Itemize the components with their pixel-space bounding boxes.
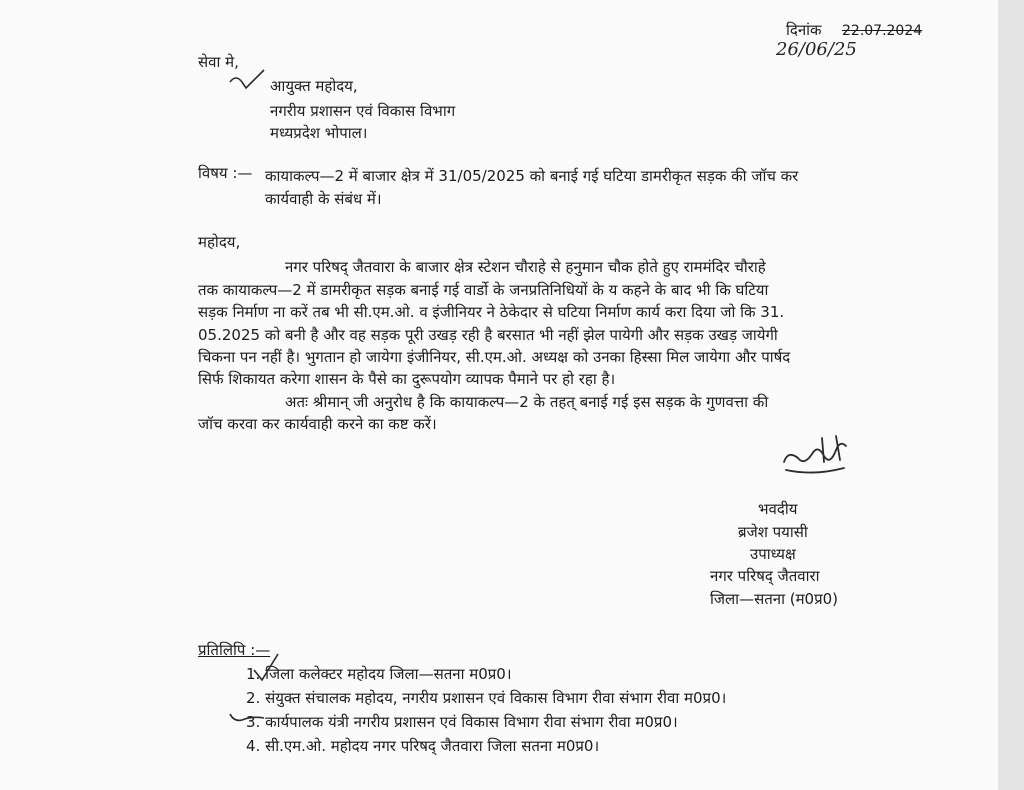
copy-to-item: 3. कार्यपालक यंत्री नगरीय प्रशासन एवं विकास विभाग रीवा संभाग रीवा म0प्र0। [246, 713, 678, 731]
page-edge [998, 0, 1024, 790]
body-line: सड़क निर्माण ना करें तब भी सी.एम.ओ. व इंजीनियर ने ठेकेदार से घटिया निर्माण कार्य करा दिया जो कि 31. [198, 303, 785, 321]
body-line: सिर्फ शिकायत करेगा शासन के पैसे का दुरूपयोग व्यापक पैमाने पर हो रहा है। [198, 370, 616, 388]
body-line: 05.2025 को बनी है और वह सड़क पूरी उखड़ रही है बरसात भी नहीं झेल पायेगी और सड़क उखड़ जायेगी [198, 326, 778, 344]
closing-bhavdiya: भवदीय [758, 500, 798, 518]
handwritten-signature [778, 432, 858, 478]
addressee-line-3: मध्यप्रदेश भोपाल। [270, 124, 368, 142]
signatory-district: जिला—सतना (म0प्र0) [710, 590, 839, 608]
copy-to-item: 4. सी.एम.ओ. महोदय नगर परिषद् जैतवारा जिला सतना म0प्र0। [246, 737, 600, 755]
copy-to-label: प्रतिलिपि :— [198, 641, 271, 659]
subject-line-1: कायाकल्प—2 में बाजार क्षेत्र में 31/05/2025 को बनाई गई घटिया डामरीकृत सड़क की जॉच कर [265, 167, 799, 185]
signatory-designation: उपाध्यक्ष [750, 545, 796, 563]
handwritten-tick-mark [252, 652, 282, 684]
body-line: तक कायाकल्प—2 में डामरीकृत सड़क बनाई गई वार्डो के जनप्रतिनिधियों के य कहने के बाद भी कि घटिया [198, 281, 769, 299]
body-line: चिकना पन नहीं है। भुगतान हो जायेगा इंजीनियर, सी.एम.ओ. अध्यक्ष को उनका हिस्सा मिल जायेगा और पार्षद [198, 348, 791, 366]
handwritten-tick-mark [226, 706, 266, 728]
date-label: दिनांक [786, 21, 822, 39]
subject-label: विषय :— [198, 164, 253, 182]
handwritten-tick-mark [228, 68, 268, 92]
copy-to-item: 2. संयुक्त संचालक महोदय, नगरीय प्रशासन एवं विकास विभाग रीवा संभाग रीवा म0प्र0। [246, 689, 727, 707]
copy-to-item: 1. जिला कलेक्टर महोदय जिला—सतना म0प्र0। [246, 665, 512, 683]
signatory-office: नगर परिषद् जैतवारा [710, 567, 820, 585]
subject-line-2: कार्यवाही के संबंध में। [265, 190, 382, 208]
signatory-name: ब्रजेश पयासी [738, 523, 808, 541]
salutation-seva: सेवा मे, [198, 53, 239, 71]
handwritten-date: 26/06/25 [776, 39, 857, 60]
printed-date: 22.07.2024 [842, 23, 923, 39]
addressee-line-2: नगरीय प्रशासन एवं विकास विभाग [270, 102, 456, 120]
body-line: नगर परिषद् जैतवारा के बाजार क्षेत्र स्टेशन चौराहे से हनुमान चौक होते हुए राममंदिर चौराहे [285, 258, 766, 276]
addressee-line-1: आयुक्त महोदय, [270, 77, 358, 95]
greeting: महोदय, [198, 233, 241, 251]
body-line: अतः श्रीमान् जी अनुरोध है कि कायाकल्प—2 के तहत् बनाई गई इस सड़क के गुणवत्ता की [285, 393, 769, 411]
body-line: जॉच करवा कर कार्यवाही करने का कष्ट करें। [198, 415, 437, 433]
